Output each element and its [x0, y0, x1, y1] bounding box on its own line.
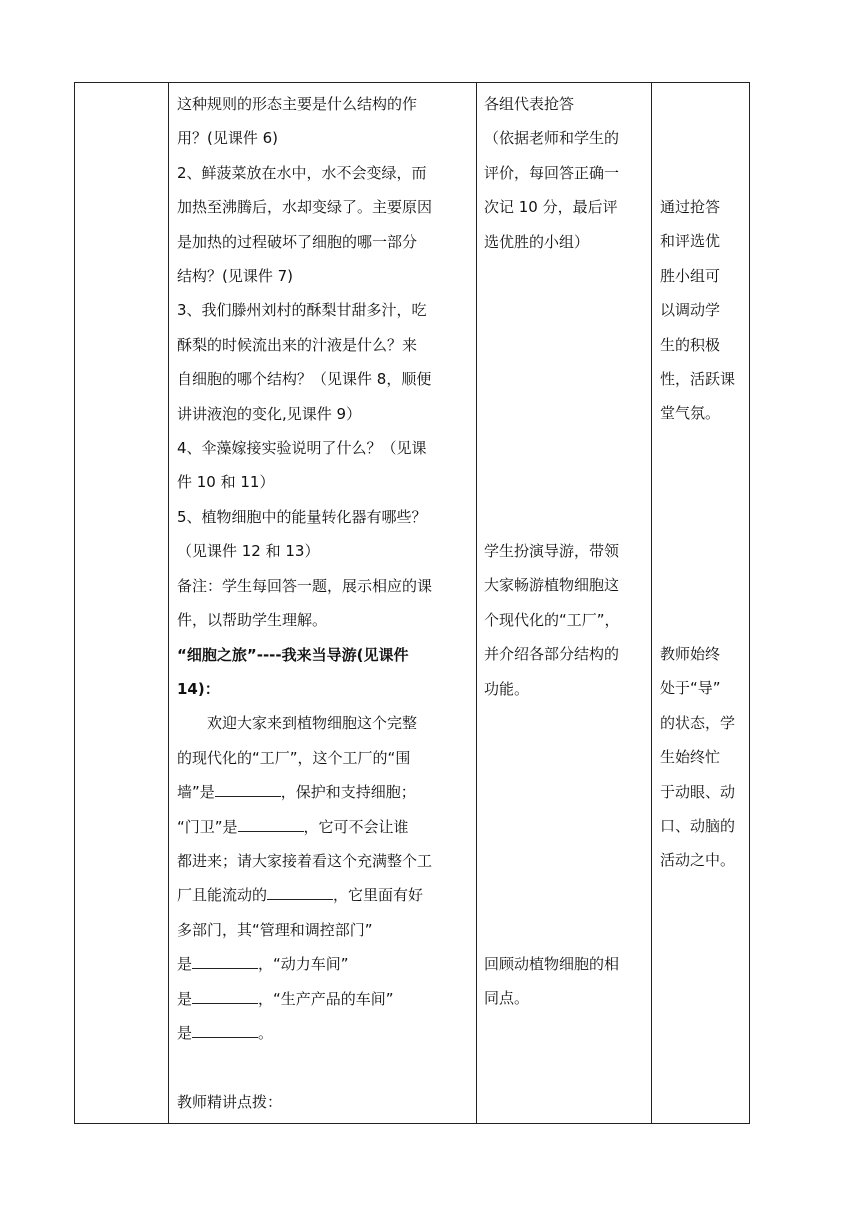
tour-line: 都进来；请大家接着看这个充满整个工: [177, 851, 433, 870]
tour-line: 欢迎大家来到植物细胞这个完整: [207, 714, 418, 733]
spacer-line: [177, 1050, 477, 1084]
tour-text: ，它里面有好: [333, 886, 424, 905]
tour-text: 。: [258, 1023, 274, 1042]
intent-line: 口、动脑的: [660, 817, 736, 836]
intent-line: 教师始终: [660, 645, 721, 663]
tour-line: [177, 1016, 477, 1050]
tour-text: ，保护和支持细胞；: [280, 783, 416, 802]
tour-title: “细胞之旅”----我来当导游(见课件: [177, 645, 409, 664]
student-line: 次记 10 分，最后评: [484, 198, 618, 217]
fill-blank: [192, 987, 258, 1004]
student-line: 选优胜的小组）: [484, 232, 590, 251]
column-divider-1: [168, 82, 169, 1124]
tour-line: 的现代化的“工厂”，这个工厂的“围: [177, 748, 411, 767]
tour-line: [177, 947, 477, 981]
tour-line: [177, 982, 477, 1016]
intent-line: 以调动学: [660, 301, 721, 320]
activity-line: 4、伞藻嫁接实验说明了什么？（见课: [177, 439, 427, 458]
fill-blank: [215, 780, 281, 797]
tour-title: 14)：: [177, 679, 220, 698]
activity-line: 这种规则的形态主要是什么结构的作: [177, 95, 418, 113]
table-left-border: [74, 82, 75, 1124]
activity-line: 件 10 和 11）: [177, 473, 275, 492]
activity-line: 备注：学生每回答一题，展示相应的课: [177, 576, 433, 595]
activity-line: 2、鲜菠菜放在水中，水不会变绿，而: [177, 163, 427, 182]
activity-line: 结构？(见课件 7): [177, 267, 294, 286]
intent-line: 处于“导”: [660, 679, 721, 698]
tour-line: [177, 810, 477, 844]
activity-line: 件，以帮助学生理解。: [177, 611, 328, 630]
fill-blank: [192, 1021, 258, 1038]
tour-text: 墙”是: [177, 783, 215, 802]
student-line: （依据老师和学生的: [484, 129, 620, 148]
tour-line: [177, 878, 477, 912]
intent-line: 性，活跃课: [660, 370, 736, 389]
tour-text: 厂且能流动的: [177, 886, 268, 905]
activity-line: 用？(见课件 6): [177, 129, 279, 148]
student-line: 功能。: [484, 679, 530, 698]
intent-line: 生始终忙: [660, 748, 721, 767]
tour-line: 多部门，其“管理和调控部门”: [177, 920, 373, 939]
student-line: 各组代表抢答: [484, 95, 575, 113]
intent-line: 于动眼、动: [660, 782, 736, 801]
teaching-activity-cell: [177, 87, 477, 1119]
activity-line: 讲讲液泡的变化,见课件 9）: [177, 404, 362, 423]
student-line: 评价，每回答正确一: [484, 163, 620, 182]
tour-text: 是: [177, 1023, 193, 1042]
intent-line: 的状态，学: [660, 713, 736, 732]
tour-text: ，“生产产品的车间”: [258, 989, 394, 1008]
student-line: 回顾动植物细胞的相: [484, 955, 620, 973]
intent-line: 通过抢答: [660, 198, 721, 216]
closing-line: 教师精讲点拨：: [177, 1092, 283, 1111]
table-bottom-border: [74, 1123, 750, 1124]
student-line: 个现代化的“工厂”，: [484, 610, 620, 629]
tour-text: 是: [177, 955, 193, 974]
student-line: 并介绍各部分结构的: [484, 645, 620, 664]
student-activity-cell-3: [484, 947, 652, 1016]
activity-line: 自细胞的哪个结构？（见课件 8，顺便: [177, 370, 432, 389]
intent-line: 堂气氛。: [660, 404, 721, 423]
table-right-border: [749, 82, 750, 1124]
tour-text: ，它可不会让谁: [303, 817, 409, 836]
intent-line: 生的积极: [660, 335, 721, 354]
tour-text: “门卫”是: [177, 817, 238, 836]
student-line: 学生扮演导游，带领: [484, 542, 620, 560]
student-activity-cell-2: [484, 534, 652, 706]
student-line: 大家畅游植物细胞这: [484, 576, 620, 595]
intent-line: 活动之中。: [660, 851, 736, 870]
tour-text: 是: [177, 989, 193, 1008]
tour-line: [177, 775, 477, 809]
activity-line: 3、我们滕州刘村的酥梨甘甜多汁，吃: [177, 301, 427, 320]
tour-text: ，“动力车间”: [258, 955, 349, 974]
activity-line: 酥梨的时候流出来的汁液是什么？来: [177, 335, 418, 354]
fill-blank: [192, 952, 258, 969]
design-intent-cell-2: [660, 637, 748, 878]
student-line: 同点。: [484, 989, 530, 1008]
activity-line: 5、植物细胞中的能量转化器有哪些？: [177, 507, 427, 526]
activity-line: （见课件 12 和 13）: [177, 542, 320, 561]
fill-blank: [238, 815, 304, 832]
student-activity-cell: [484, 87, 652, 259]
activity-line: 是加热的过程破坏了细胞的哪一部分: [177, 232, 418, 251]
table-top-border: [74, 82, 750, 83]
lesson-plan-table: [74, 82, 750, 1124]
activity-line: 加热至沸腾后，水却变绿了。主要原因: [177, 198, 433, 217]
design-intent-cell: [660, 190, 748, 431]
intent-line: 胜小组可: [660, 266, 721, 285]
fill-blank: [267, 883, 333, 900]
intent-line: 和评选优: [660, 232, 721, 251]
